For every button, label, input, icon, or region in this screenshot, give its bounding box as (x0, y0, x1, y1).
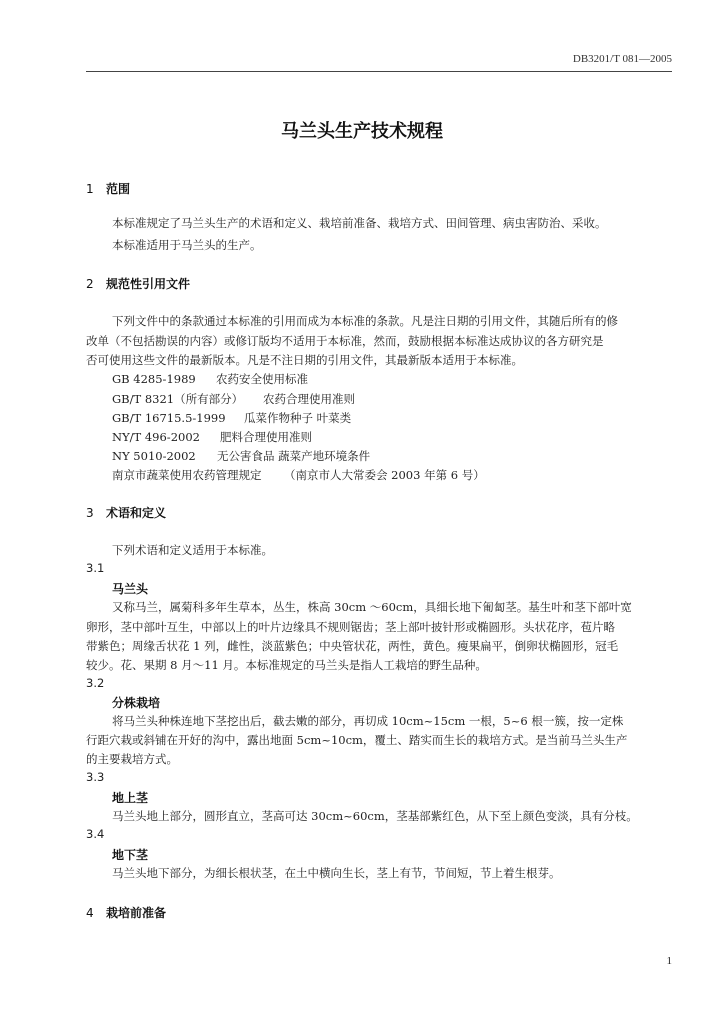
paragraph-line: 的主要栽培方式。 (86, 752, 178, 766)
term-name: 分株栽培 (112, 696, 161, 710)
reference-name: 农药安全使用标准 (216, 372, 308, 386)
reference-code: 南京市蔬菜使用农药管理规定 (112, 468, 262, 482)
paragraph-line: 将马兰头种株连地下茎挖出后，截去嫩的部分，再切成 10cm~15cm 一根，5~6 根一簇，按一定株 (112, 714, 624, 728)
reference-code: NY 5010-2002 (112, 449, 196, 463)
paragraph-line: 否可使用这些文件的最新版本。凡是不注日期的引用文件，其最新版本适用于本标准。 (86, 353, 523, 367)
page-number: 1 (666, 955, 672, 967)
paragraph-line: 改单（不包括勘误的内容）或修订版均不适用于本标准，然而，鼓励根据本标准达成协议的各方研究是 (86, 334, 604, 348)
section-number: 4 (86, 906, 94, 920)
paragraph: 下列术语和定义适用于本标准。 (112, 543, 273, 557)
reference-name: 无公害食品 蔬菜产地环境条件 (217, 449, 371, 463)
reference-name: （南京市人大常委会 2003 年第 6 号） (284, 468, 485, 482)
reference-name: 农药合理使用准则 (263, 392, 355, 406)
term-name: 地下茎 (112, 848, 149, 862)
term-number: 3.1 (86, 561, 105, 575)
paragraph-line: 马兰头地上部分，圆形直立，茎高可达 30cm~60cm，茎基部紫红色，从下至上颜色变淡，具有分枝。 (112, 809, 638, 823)
section-1-heading (86, 180, 130, 197)
section-3-heading (86, 504, 166, 521)
reference-item (112, 371, 308, 387)
paragraph-line: 带紫色；周缘舌状花 1 列，雌性，淡蓝紫色；中央管状花，两性，黄色。瘦果扁平，倒卵状椭圆形，冠毛 (86, 639, 619, 653)
reference-name: 肥料合理使用准则 (220, 430, 312, 444)
section-number: 2 (86, 277, 94, 291)
reference-item (112, 448, 370, 464)
paragraph-line: 下列文件中的条款通过本标准的引用而成为本标准的条款。凡是注日期的引用文件，其随后所有的修 (112, 314, 618, 328)
header-rule (86, 71, 672, 72)
paragraph-line: 卵形，茎中部叶互生，中部以上的叶片边缘具不规则锯齿；茎上部叶披针形或椭圆形。头状花序，苞片略 (86, 620, 615, 634)
paragraph-line: 较少。花、果期 8 月～11 月。本标准规定的马兰头是指人工栽培的野生品种。 (86, 658, 487, 672)
reference-item (112, 467, 485, 483)
paragraph: 本标准适用于马兰头的生产。 (112, 238, 262, 252)
term-number: 3.4 (86, 827, 105, 841)
reference-item (112, 391, 355, 407)
section-title: 术语和定义 (106, 506, 167, 520)
term-number: 3.3 (86, 770, 105, 784)
term-number: 3.2 (86, 676, 105, 690)
paragraph-line: 行距穴栽或斜铺在开好的沟中，露出地面 5cm~10cm，覆土、踏实而生长的栽培方式。是当前马兰头生产 (86, 733, 628, 747)
page-title: 马兰头生产技术规程 (281, 121, 443, 142)
section-4-heading (86, 904, 166, 921)
reference-code: GB 4285-1989 (112, 372, 196, 386)
paragraph-line: 马兰头地下部分，为细长根状茎，在土中横向生长，茎上有节，节间短，节上着生根芽。 (112, 866, 561, 880)
term-name: 马兰头 (112, 582, 149, 596)
section-2-heading (86, 275, 190, 292)
section-number: 3 (86, 506, 94, 520)
reference-item (112, 429, 312, 445)
standard-number: DB3201/T 081—2005 (572, 53, 672, 65)
reference-code: GB/T 16715.5-1999 (112, 411, 226, 425)
reference-code: GB/T 8321（所有部分） (112, 392, 244, 406)
paragraph: 本标准规定了马兰头生产的术语和定义、栽培前准备、栽培方式、田间管理、病虫害防治、采收。 (112, 216, 607, 230)
paragraph-line: 又称马兰，属菊科多年生草本，丛生，株高 30cm ～60cm，具细长地下匍匐茎。基生叶和茎下部叶宽 (112, 600, 632, 614)
section-number: 1 (86, 182, 94, 196)
term-name: 地上茎 (112, 791, 149, 805)
section-title: 栽培前准备 (106, 906, 167, 920)
section-title: 范围 (106, 182, 131, 196)
reference-code: NY/T 496-2002 (112, 430, 200, 444)
reference-name: 瓜菜作物种子 叶菜类 (244, 411, 352, 425)
reference-item (112, 410, 351, 426)
section-title: 规范性引用文件 (106, 277, 191, 291)
